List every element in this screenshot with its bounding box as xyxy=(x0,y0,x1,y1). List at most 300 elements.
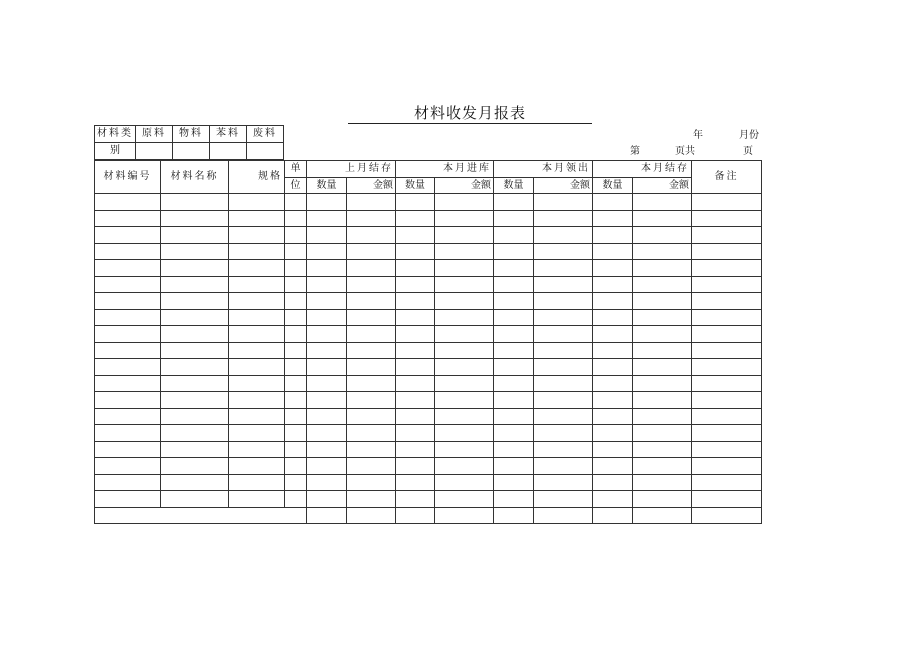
cell-bal-qty[interactable] xyxy=(593,441,633,458)
cell-remark[interactable] xyxy=(692,227,762,244)
cell-remark[interactable] xyxy=(692,326,762,343)
cell-in-qty[interactable] xyxy=(396,408,435,425)
cell-in-amount[interactable] xyxy=(435,276,494,293)
cell-spec[interactable] xyxy=(229,458,285,475)
cell-out-qty[interactable] xyxy=(494,276,534,293)
cell-prev-qty[interactable] xyxy=(307,342,347,359)
cell-bal-amount[interactable] xyxy=(633,293,692,310)
cell-code[interactable] xyxy=(95,474,161,491)
cell-in-amount[interactable] xyxy=(435,227,494,244)
cell-bal-qty[interactable] xyxy=(593,425,633,442)
material-ledger-table xyxy=(94,160,762,524)
cell-in-amount[interactable] xyxy=(435,491,494,508)
cell-spec[interactable] xyxy=(229,375,285,392)
cell-in-amount[interactable] xyxy=(435,243,494,260)
cell-prev-qty[interactable] xyxy=(307,491,347,508)
cell-in-qty[interactable] xyxy=(396,326,435,343)
cell-in-qty[interactable] xyxy=(396,260,435,277)
cell-out-qty[interactable] xyxy=(494,491,534,508)
cell-unit[interactable] xyxy=(285,441,307,458)
cell-unit[interactable] xyxy=(285,309,307,326)
cell-bal-qty[interactable] xyxy=(593,507,633,524)
cell-in-amount[interactable] xyxy=(435,408,494,425)
category-option-raw[interactable]: 原料 xyxy=(136,126,173,143)
header-amount: 金额 xyxy=(534,178,593,194)
table-row xyxy=(95,441,762,458)
category-cell[interactable] xyxy=(247,143,284,160)
cell-out-qty[interactable] xyxy=(494,210,534,227)
cell-prev-amount[interactable] xyxy=(347,458,396,475)
category-cell[interactable] xyxy=(210,143,247,160)
cell-in-amount[interactable] xyxy=(435,309,494,326)
cell-prev-amount[interactable] xyxy=(347,392,396,409)
table-row xyxy=(95,375,762,392)
table-row xyxy=(95,210,762,227)
cell-out-qty[interactable] xyxy=(494,474,534,491)
cell-code[interactable] xyxy=(95,342,161,359)
cell-remark[interactable] xyxy=(692,375,762,392)
cell-out-amount[interactable] xyxy=(534,458,593,475)
cell-prev-qty[interactable] xyxy=(307,359,347,376)
cell-merged[interactable] xyxy=(95,507,307,524)
cell-bal-qty[interactable] xyxy=(593,392,633,409)
cell-out-amount[interactable] xyxy=(534,326,593,343)
cell-code[interactable] xyxy=(95,491,161,508)
cell-out-amount[interactable] xyxy=(534,227,593,244)
cell-unit[interactable] xyxy=(285,474,307,491)
cell-in-qty[interactable] xyxy=(396,210,435,227)
cell-out-qty[interactable] xyxy=(494,408,534,425)
cell-code[interactable] xyxy=(95,227,161,244)
cell-name[interactable] xyxy=(161,491,229,508)
header-month-balance: 本月结存 xyxy=(593,161,692,178)
material-category-table xyxy=(94,125,284,160)
cell-code[interactable] xyxy=(95,309,161,326)
cell-prev-amount[interactable] xyxy=(347,342,396,359)
cell-out-amount[interactable] xyxy=(534,243,593,260)
table-row xyxy=(95,458,762,475)
cell-out-amount[interactable] xyxy=(534,441,593,458)
table-row xyxy=(95,326,762,343)
cell-out-qty[interactable] xyxy=(494,194,534,211)
cell-prev-amount[interactable] xyxy=(347,375,396,392)
cell-code[interactable] xyxy=(95,293,161,310)
cell-prev-qty[interactable] xyxy=(307,276,347,293)
cell-in-qty[interactable] xyxy=(396,342,435,359)
cell-spec[interactable] xyxy=(229,194,285,211)
cell-in-qty[interactable] xyxy=(396,441,435,458)
cell-prev-qty[interactable] xyxy=(307,210,347,227)
cell-prev-amount[interactable] xyxy=(347,210,396,227)
cell-remark[interactable] xyxy=(692,425,762,442)
cell-bal-amount[interactable] xyxy=(633,210,692,227)
cell-code[interactable] xyxy=(95,375,161,392)
cell-bal-amount[interactable] xyxy=(633,342,692,359)
cell-code[interactable] xyxy=(95,194,161,211)
cell-out-qty[interactable] xyxy=(494,260,534,277)
cell-prev-amount[interactable] xyxy=(347,276,396,293)
cell-name[interactable] xyxy=(161,425,229,442)
cell-in-qty[interactable] xyxy=(396,491,435,508)
cell-out-qty[interactable] xyxy=(494,326,534,343)
cell-in-qty[interactable] xyxy=(396,425,435,442)
cell-bal-amount[interactable] xyxy=(633,260,692,277)
cell-name[interactable] xyxy=(161,326,229,343)
header-remark: 备注 xyxy=(692,161,762,194)
cell-name[interactable] xyxy=(161,309,229,326)
cell-bal-amount[interactable] xyxy=(633,359,692,376)
header-amount: 金额 xyxy=(435,178,494,194)
cell-unit[interactable] xyxy=(285,375,307,392)
cell-out-qty[interactable] xyxy=(494,293,534,310)
cell-out-qty[interactable] xyxy=(494,227,534,244)
cell-prev-amount[interactable] xyxy=(347,326,396,343)
cell-prev-qty[interactable] xyxy=(307,243,347,260)
cell-spec[interactable] xyxy=(229,309,285,326)
cell-bal-qty[interactable] xyxy=(593,227,633,244)
cell-remark[interactable] xyxy=(692,210,762,227)
year-label: 年 xyxy=(693,130,703,141)
cell-spec[interactable] xyxy=(229,326,285,343)
cell-name[interactable] xyxy=(161,441,229,458)
cell-remark[interactable] xyxy=(692,491,762,508)
page-middle: 页共 xyxy=(675,146,695,157)
cell-bal-qty[interactable] xyxy=(593,458,633,475)
cell-unit[interactable] xyxy=(285,425,307,442)
header-amount: 金额 xyxy=(633,178,692,194)
table-row xyxy=(95,342,762,359)
cell-bal-amount[interactable] xyxy=(633,375,692,392)
cell-unit[interactable] xyxy=(285,210,307,227)
cell-bal-qty[interactable] xyxy=(593,276,633,293)
cell-code[interactable] xyxy=(95,260,161,277)
category-cell[interactable] xyxy=(136,143,173,160)
cell-bal-qty[interactable] xyxy=(593,293,633,310)
cell-in-qty[interactable] xyxy=(396,227,435,244)
cell-bal-amount[interactable] xyxy=(633,227,692,244)
table-row xyxy=(95,194,762,211)
cell-bal-qty[interactable] xyxy=(593,326,633,343)
cell-prev-qty[interactable] xyxy=(307,293,347,310)
cell-code[interactable] xyxy=(95,425,161,442)
cell-prev-amount[interactable] xyxy=(347,441,396,458)
cell-bal-amount[interactable] xyxy=(633,474,692,491)
cell-in-amount[interactable] xyxy=(435,441,494,458)
cell-in-qty[interactable] xyxy=(396,243,435,260)
cell-out-amount[interactable] xyxy=(534,293,593,310)
cell-remark[interactable] xyxy=(692,276,762,293)
table-row xyxy=(95,243,762,260)
cell-prev-amount[interactable] xyxy=(347,474,396,491)
cell-out-amount[interactable] xyxy=(534,408,593,425)
cell-in-amount[interactable] xyxy=(435,326,494,343)
category-option-waste[interactable]: 废料 xyxy=(247,126,284,143)
cell-bal-qty[interactable] xyxy=(593,491,633,508)
cell-unit[interactable] xyxy=(285,458,307,475)
cell-code[interactable] xyxy=(95,441,161,458)
cell-prev-qty[interactable] xyxy=(307,441,347,458)
cell-code[interactable] xyxy=(95,243,161,260)
cell-prev-qty[interactable] xyxy=(307,458,347,475)
cell-unit[interactable] xyxy=(285,227,307,244)
cell-spec[interactable] xyxy=(229,293,285,310)
cell-prev-amount[interactable] xyxy=(347,227,396,244)
cell-remark[interactable] xyxy=(692,458,762,475)
category-option-benzene[interactable]: 苯料 xyxy=(210,126,247,143)
cell-out-amount[interactable] xyxy=(534,507,593,524)
cell-out-amount[interactable] xyxy=(534,474,593,491)
cell-in-amount[interactable] xyxy=(435,342,494,359)
category-cell[interactable] xyxy=(173,143,210,160)
cell-out-qty[interactable] xyxy=(494,458,534,475)
cell-code[interactable] xyxy=(95,359,161,376)
category-option-supplies[interactable]: 物料 xyxy=(173,126,210,143)
cell-bal-qty[interactable] xyxy=(593,474,633,491)
cell-unit[interactable] xyxy=(285,392,307,409)
table-row xyxy=(95,260,762,277)
cell-bal-qty[interactable] xyxy=(593,260,633,277)
cell-prev-amount[interactable] xyxy=(347,425,396,442)
cell-in-qty[interactable] xyxy=(396,194,435,211)
header-month-out: 本月领出 xyxy=(494,161,593,178)
header-unit-top: 单 xyxy=(285,161,307,178)
cell-prev-qty[interactable] xyxy=(307,194,347,211)
category-label-bottom: 别 xyxy=(95,143,136,160)
cell-bal-amount[interactable] xyxy=(633,194,692,211)
cell-bal-qty[interactable] xyxy=(593,194,633,211)
cell-out-qty[interactable] xyxy=(494,243,534,260)
cell-unit[interactable] xyxy=(285,342,307,359)
cell-prev-amount[interactable] xyxy=(347,359,396,376)
cell-prev-qty[interactable] xyxy=(307,474,347,491)
cell-bal-amount[interactable] xyxy=(633,425,692,442)
cell-name[interactable] xyxy=(161,293,229,310)
category-label-top: 材料类 xyxy=(95,126,136,143)
cell-bal-qty[interactable] xyxy=(593,210,633,227)
cell-in-qty[interactable] xyxy=(396,293,435,310)
cell-name[interactable] xyxy=(161,359,229,376)
cell-prev-amount[interactable] xyxy=(347,194,396,211)
cell-spec[interactable] xyxy=(229,408,285,425)
cell-in-qty[interactable] xyxy=(396,458,435,475)
cell-unit[interactable] xyxy=(285,326,307,343)
cell-remark[interactable] xyxy=(692,342,762,359)
cell-out-amount[interactable] xyxy=(534,491,593,508)
cell-code[interactable] xyxy=(95,392,161,409)
cell-name[interactable] xyxy=(161,194,229,211)
cell-bal-amount[interactable] xyxy=(633,491,692,508)
cell-unit[interactable] xyxy=(285,359,307,376)
cell-in-qty[interactable] xyxy=(396,392,435,409)
cell-prev-amount[interactable] xyxy=(347,507,396,524)
cell-out-qty[interactable] xyxy=(494,375,534,392)
cell-out-qty[interactable] xyxy=(494,425,534,442)
cell-in-amount[interactable] xyxy=(435,375,494,392)
cell-in-qty[interactable] xyxy=(396,309,435,326)
cell-in-amount[interactable] xyxy=(435,474,494,491)
cell-out-qty[interactable] xyxy=(494,359,534,376)
cell-spec[interactable] xyxy=(229,392,285,409)
cell-remark[interactable] xyxy=(692,474,762,491)
cell-prev-qty[interactable] xyxy=(307,425,347,442)
cell-bal-amount[interactable] xyxy=(633,392,692,409)
cell-in-amount[interactable] xyxy=(435,359,494,376)
cell-code[interactable] xyxy=(95,210,161,227)
cell-out-amount[interactable] xyxy=(534,342,593,359)
cell-name[interactable] xyxy=(161,260,229,277)
cell-remark[interactable] xyxy=(692,309,762,326)
cell-code[interactable] xyxy=(95,408,161,425)
cell-prev-qty[interactable] xyxy=(307,309,347,326)
cell-name[interactable] xyxy=(161,408,229,425)
table-row xyxy=(95,392,762,409)
cell-prev-qty[interactable] xyxy=(307,408,347,425)
cell-out-amount[interactable] xyxy=(534,392,593,409)
header-qty: 数量 xyxy=(494,178,534,194)
cell-name[interactable] xyxy=(161,392,229,409)
cell-remark[interactable] xyxy=(692,260,762,277)
month-label: 月份 xyxy=(739,130,759,141)
cell-spec[interactable] xyxy=(229,491,285,508)
cell-bal-qty[interactable] xyxy=(593,342,633,359)
header-spec: 规格 xyxy=(229,161,285,194)
cell-bal-amount[interactable] xyxy=(633,243,692,260)
cell-prev-amount[interactable] xyxy=(347,293,396,310)
cell-out-amount[interactable] xyxy=(534,375,593,392)
header-qty: 数量 xyxy=(307,178,347,194)
cell-spec[interactable] xyxy=(229,441,285,458)
cell-bal-qty[interactable] xyxy=(593,309,633,326)
cell-bal-qty[interactable] xyxy=(593,408,633,425)
cell-remark[interactable] xyxy=(692,243,762,260)
cell-out-amount[interactable] xyxy=(534,194,593,211)
cell-out-qty[interactable] xyxy=(494,507,534,524)
cell-prev-amount[interactable] xyxy=(347,260,396,277)
cell-bal-amount[interactable] xyxy=(633,309,692,326)
cell-bal-amount[interactable] xyxy=(633,458,692,475)
cell-in-amount[interactable] xyxy=(435,194,494,211)
cell-remark[interactable] xyxy=(692,441,762,458)
cell-bal-amount[interactable] xyxy=(633,326,692,343)
cell-spec[interactable] xyxy=(229,260,285,277)
cell-in-qty[interactable] xyxy=(396,474,435,491)
cell-out-amount[interactable] xyxy=(534,359,593,376)
cell-name[interactable] xyxy=(161,243,229,260)
cell-in-qty[interactable] xyxy=(396,507,435,524)
cell-prev-qty[interactable] xyxy=(307,227,347,244)
cell-name[interactable] xyxy=(161,227,229,244)
cell-out-amount[interactable] xyxy=(534,425,593,442)
cell-out-amount[interactable] xyxy=(534,276,593,293)
cell-bal-amount[interactable] xyxy=(633,408,692,425)
cell-remark[interactable] xyxy=(692,194,762,211)
cell-prev-amount[interactable] xyxy=(347,309,396,326)
cell-remark[interactable] xyxy=(692,359,762,376)
cell-remark[interactable] xyxy=(692,408,762,425)
header-amount: 金额 xyxy=(347,178,396,194)
cell-bal-qty[interactable] xyxy=(593,375,633,392)
cell-name[interactable] xyxy=(161,342,229,359)
cell-in-amount[interactable] xyxy=(435,507,494,524)
page-suffix: 页 xyxy=(743,146,753,157)
cell-unit[interactable] xyxy=(285,276,307,293)
cell-in-amount[interactable] xyxy=(435,392,494,409)
cell-name[interactable] xyxy=(161,458,229,475)
cell-unit[interactable] xyxy=(285,243,307,260)
cell-bal-amount[interactable] xyxy=(633,441,692,458)
table-row xyxy=(95,507,762,524)
cell-in-qty[interactable] xyxy=(396,375,435,392)
cell-remark[interactable] xyxy=(692,507,762,524)
cell-name[interactable] xyxy=(161,474,229,491)
cell-prev-qty[interactable] xyxy=(307,375,347,392)
cell-spec[interactable] xyxy=(229,425,285,442)
cell-in-amount[interactable] xyxy=(435,260,494,277)
header-unit-bottom: 位 xyxy=(285,178,307,194)
cell-bal-amount[interactable] xyxy=(633,276,692,293)
cell-out-qty[interactable] xyxy=(494,342,534,359)
cell-remark[interactable] xyxy=(692,293,762,310)
cell-unit[interactable] xyxy=(285,408,307,425)
cell-unit[interactable] xyxy=(285,491,307,508)
cell-in-qty[interactable] xyxy=(396,359,435,376)
cell-prev-qty[interactable] xyxy=(307,260,347,277)
title-underline xyxy=(348,123,592,124)
cell-spec[interactable] xyxy=(229,243,285,260)
cell-bal-qty[interactable] xyxy=(593,243,633,260)
cell-prev-amount[interactable] xyxy=(347,243,396,260)
cell-prev-qty[interactable] xyxy=(307,392,347,409)
cell-out-amount[interactable] xyxy=(534,260,593,277)
cell-bal-amount[interactable] xyxy=(633,507,692,524)
cell-unit[interactable] xyxy=(285,194,307,211)
header-qty: 数量 xyxy=(396,178,435,194)
cell-in-amount[interactable] xyxy=(435,293,494,310)
cell-unit[interactable] xyxy=(285,260,307,277)
cell-name[interactable] xyxy=(161,210,229,227)
cell-spec[interactable] xyxy=(229,474,285,491)
cell-in-amount[interactable] xyxy=(435,425,494,442)
cell-spec[interactable] xyxy=(229,276,285,293)
table-row xyxy=(95,276,762,293)
cell-spec[interactable] xyxy=(229,210,285,227)
cell-spec[interactable] xyxy=(229,227,285,244)
cell-out-qty[interactable] xyxy=(494,309,534,326)
cell-out-qty[interactable] xyxy=(494,392,534,409)
cell-out-amount[interactable] xyxy=(534,309,593,326)
cell-in-amount[interactable] xyxy=(435,458,494,475)
cell-code[interactable] xyxy=(95,326,161,343)
cell-code[interactable] xyxy=(95,458,161,475)
cell-out-qty[interactable] xyxy=(494,441,534,458)
cell-name[interactable] xyxy=(161,375,229,392)
cell-in-qty[interactable] xyxy=(396,276,435,293)
form-title: 材料收发月报表 xyxy=(413,104,526,122)
cell-name[interactable] xyxy=(161,276,229,293)
cell-code[interactable] xyxy=(95,276,161,293)
cell-spec[interactable] xyxy=(229,359,285,376)
cell-unit[interactable] xyxy=(285,293,307,310)
cell-prev-qty[interactable] xyxy=(307,507,347,524)
cell-out-amount[interactable] xyxy=(534,210,593,227)
cell-prev-qty[interactable] xyxy=(307,326,347,343)
cell-bal-qty[interactable] xyxy=(593,359,633,376)
cell-remark[interactable] xyxy=(692,392,762,409)
cell-spec[interactable] xyxy=(229,342,285,359)
cell-in-amount[interactable] xyxy=(435,210,494,227)
cell-prev-amount[interactable] xyxy=(347,408,396,425)
cell-prev-amount[interactable] xyxy=(347,491,396,508)
